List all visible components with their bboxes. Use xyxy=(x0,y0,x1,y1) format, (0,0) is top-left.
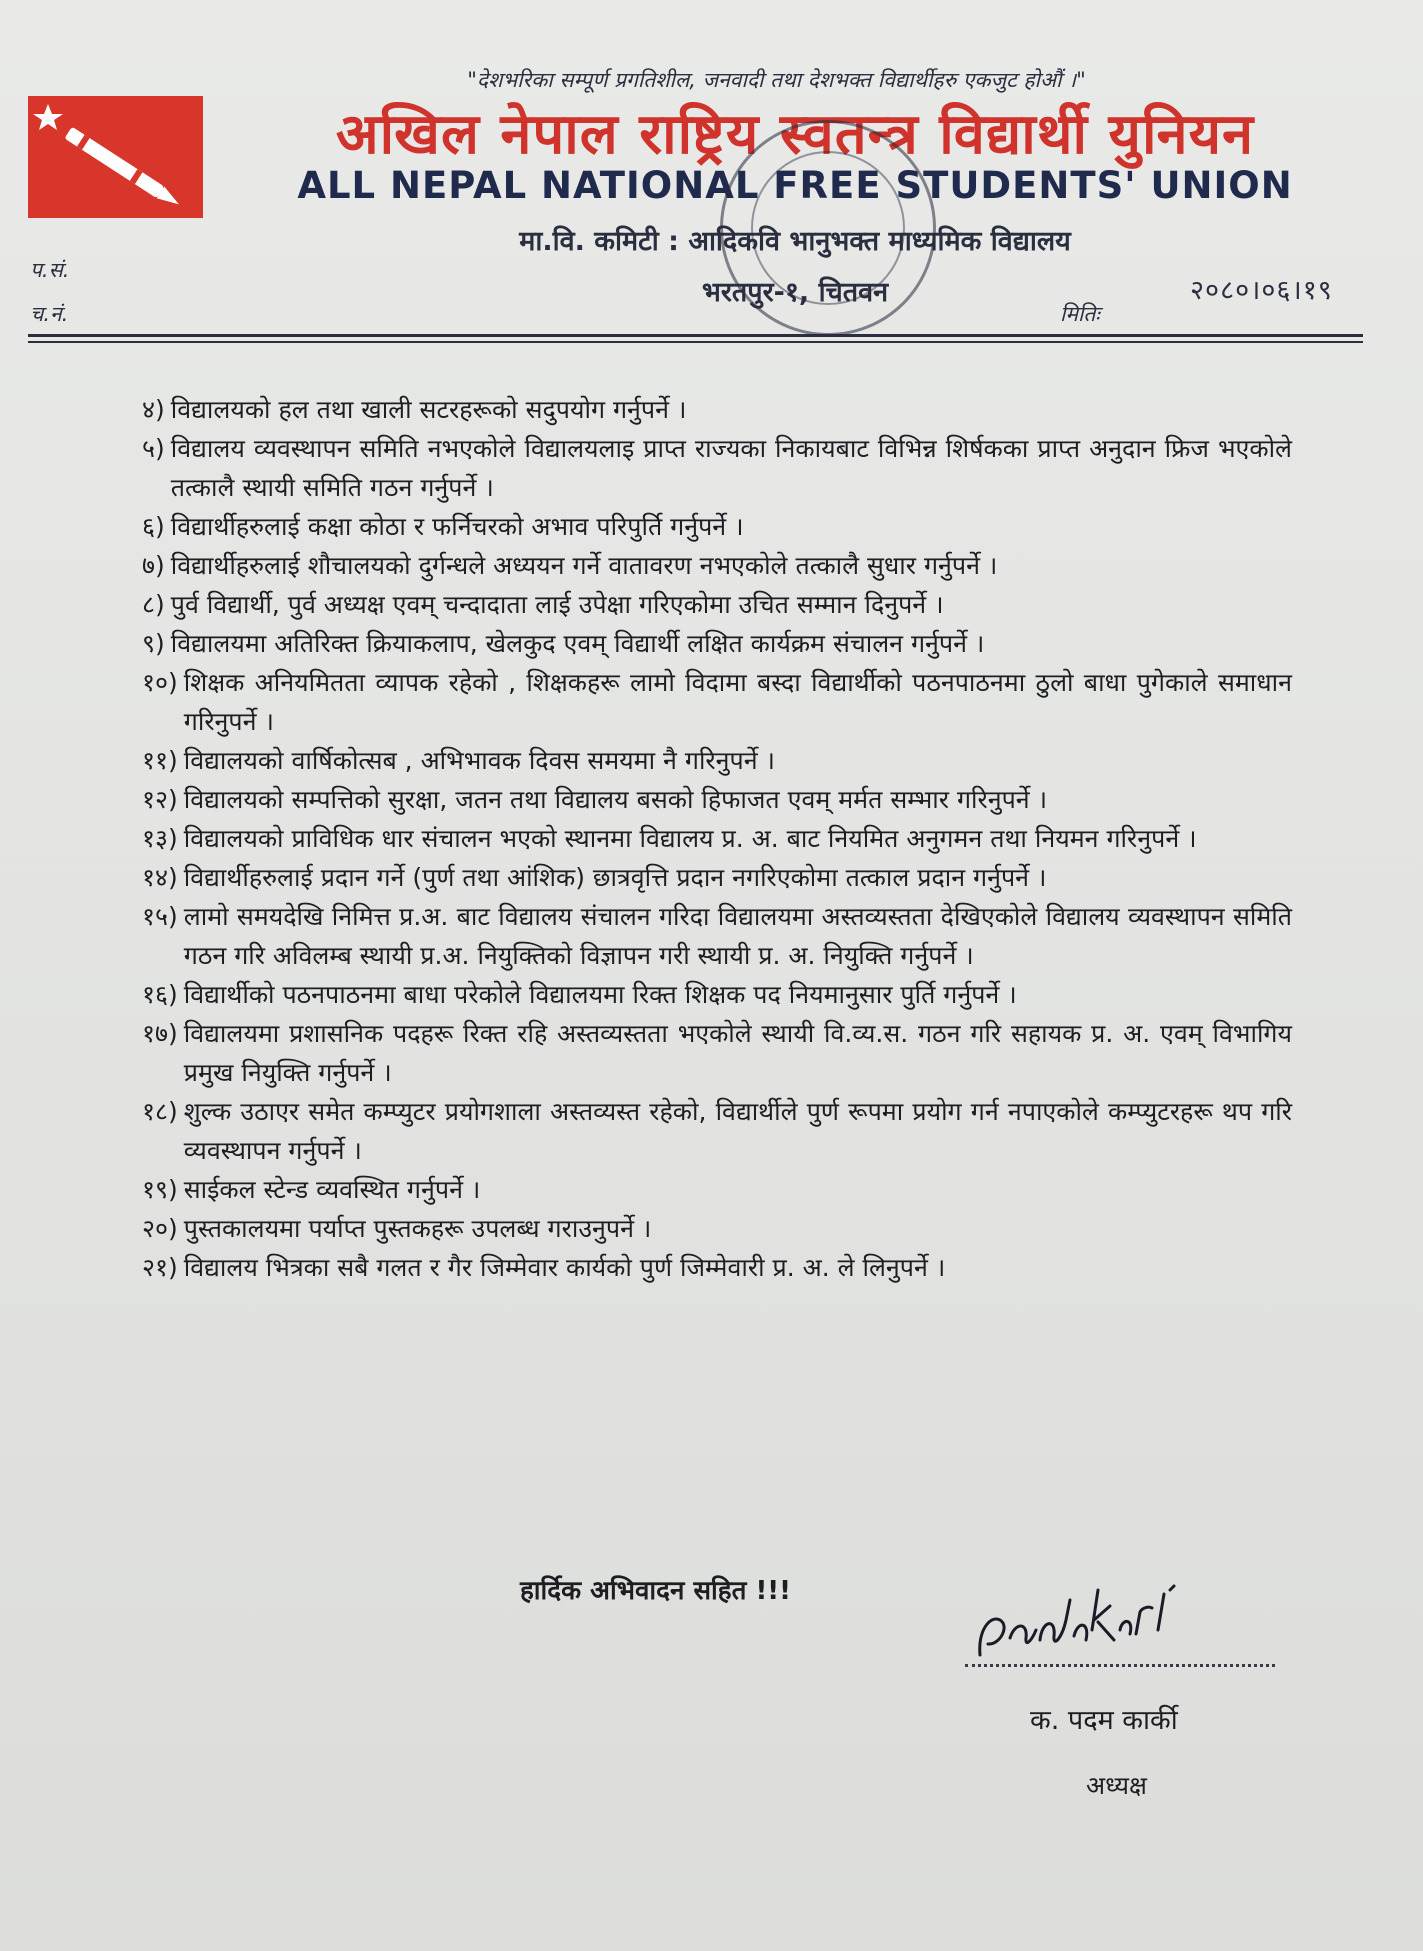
pen-star-flag-icon xyxy=(28,96,203,218)
list-item: १८) शुल्क उठाएर समेत कम्प्युटर प्रयोगशाला अस्तव्यस्त रहेको, विद्यार्थीले पुर्ण रूपमा प्रयोग गर्न नपाएकोले कम्प्युटरहरू थप गरि व्यवस्थापन गर्नुपर्ने । xyxy=(142,1097,1292,1165)
signer-title: अध्यक्ष xyxy=(1086,1771,1147,1800)
list-item: १७) विद्यालयमा प्रशासनिक पदहरू रिक्त रहि अस्तव्यस्तता भएकोले स्थायी वि.व्य.स. गठन गरि सहायक प्र. अ. एवम् विभागिय प्रमुख नियुक्ति गर्नुपर्ने । xyxy=(142,1019,1292,1087)
list-item: १६) विद्यार्थीको पठनपाठनमा बाधा परेकोले विद्यालयमा रिक्त शिक्षक पद नियमानुसार पुर्ति गर्नुपर्ने । xyxy=(142,980,1017,1009)
list-item: १५) लामो समयदेखि निमित्त प्र.अ. बाट विद्यालय संचालन गरिदा विद्यालयमा अस्तव्यस्तता देखिएकोले विद्यालय व्यवस्थापन समिति गठन गरि अविलम्ब स्थायी प्र.अ. नियुक्तिको विज्ञापन गरी स्थायी प्र. अ. नियुक्ति गर्नुपर्ने । xyxy=(142,902,1292,970)
address-line: भरतपुर-१, चितवन xyxy=(701,277,889,308)
list-item: १०) शिक्षक अनियमितता व्यापक रहेको , शिक्षकहरू लामो विदामा बस्दा विद्यार्थीको पठनपाठनमा ठुलो बाधा पुगेकाले समाधान गरिनुपर्ने । xyxy=(142,668,1292,736)
list-item: १२) विद्यालयको सम्पत्तिको सुरक्षा, जतन तथा विद्यालय बसको हिफाजत एवम् मर्मत सम्भार गरिनुपर्ने । xyxy=(142,785,1048,814)
header-slogan: "देशभरिका सम्पूर्ण प्रगतिशील, जनवादी तथा देशभक्त विद्यार्थीहरु एकजुट होऔं ।" xyxy=(467,68,1086,92)
date-value: २०८०।०६।१९ xyxy=(1190,275,1333,306)
list-item: ७) विद्यार्थीहरुलाई शौचालयको दुर्गन्धले अध्ययन गर्ने वातावरण नभएकोले तत्कालै सुधार गर्नुपर्ने । xyxy=(142,551,998,580)
list-item: १३) विद्यालयको प्राविधिक धार संचालन भएको स्थानमा विद्यालय प्र. अ. बाट नियमित अनुगमन तथा नियमन गरिनुपर्ने । xyxy=(142,824,1197,853)
signer-name: क. पदम कार्की xyxy=(1030,1705,1178,1736)
dispatch-number-label: च.नं. xyxy=(30,302,69,326)
header-divider-bottom xyxy=(28,341,1363,343)
ref-number-label: प.सं. xyxy=(30,258,70,282)
date-label: मितिः xyxy=(1060,302,1100,326)
list-item: १४) विद्यार्थीहरुलाई प्रदान गर्ने (पुर्ण तथा आंशिक) छात्रवृत्ति प्रदान नगरिएकोमा तत्काल प्रदान गर्नुपर्ने । xyxy=(142,863,1047,892)
circular-seal-stamp-icon xyxy=(720,120,936,336)
demand-list xyxy=(142,390,1292,1287)
list-item: ११) विद्यालयको वार्षिकोत्सब , अभिभावक दिवस समयमा नै गरिनुपर्ने । xyxy=(142,746,776,775)
committee-line: मा.वि. कमिटी : आदिकवि भानुभक्त माध्यमिक विद्यालय xyxy=(519,226,1071,257)
union-flag-logo xyxy=(28,96,203,218)
union-title-english: ALL NEPAL NATIONAL FREE STUDENTS' UNION xyxy=(297,164,1293,207)
union-title-nepali: अखिल नेपाल राष्ट्रिय स्वतन्त्र विद्यार्थी युनियन xyxy=(335,102,1255,167)
list-item: २०) पुस्तकालयमा पर्याप्त पुस्तकहरू उपलब्ध गराउनुपर्ने । xyxy=(142,1214,652,1243)
signature-line xyxy=(965,1664,1275,1667)
handwritten-signature xyxy=(970,1560,1190,1670)
list-item: ८) पुर्व विद्यार्थी, पुर्व अध्यक्ष एवम् चन्दादाता लाई उपेक्षा गरिएकोमा उचित सम्मान दिनुपर्ने । xyxy=(142,590,944,619)
list-item: २१) विद्यालय भित्रका सबै गलत र गैर जिम्मेवार कार्यको पुर्ण जिम्मेवारी प्र. अ. ले लिनुपर्ने । xyxy=(142,1253,946,1282)
closing-greeting: हार्दिक अभिवादन सहित !!! xyxy=(520,1576,792,1606)
signature-icon xyxy=(970,1560,1190,1670)
list-item: ४) विद्यालयको हल तथा खाली सटरहरूको सदुपयोग गर्नुपर्ने । xyxy=(142,395,687,424)
list-item: १९) साईकल स्टेन्ड व्यवस्थित गर्नुपर्ने । xyxy=(142,1175,481,1204)
list-item: ६) विद्यार्थीहरुलाई कक्षा कोठा र फर्निचरको अभाव परिपुर्ति गर्नुपर्ने । xyxy=(142,512,744,541)
list-item: ९) विद्यालयमा अतिरिक्त क्रियाकलाप, खेलकुद एवम् विद्यार्थी लक्षित कार्यक्रम संचालन गर्नुपर्ने । xyxy=(142,629,985,658)
header-divider-top xyxy=(28,334,1363,337)
list-item: ५) विद्यालय व्यवस्थापन समिति नभएकोले विद्यालयलाइ प्राप्त राज्यका निकायबाट विभिन्न शिर्षकका प्राप्त अनुदान फ्रिज भएकोले तत्कालै स्थायी समिति गठन गर्नुपर्ने । xyxy=(142,434,1292,502)
